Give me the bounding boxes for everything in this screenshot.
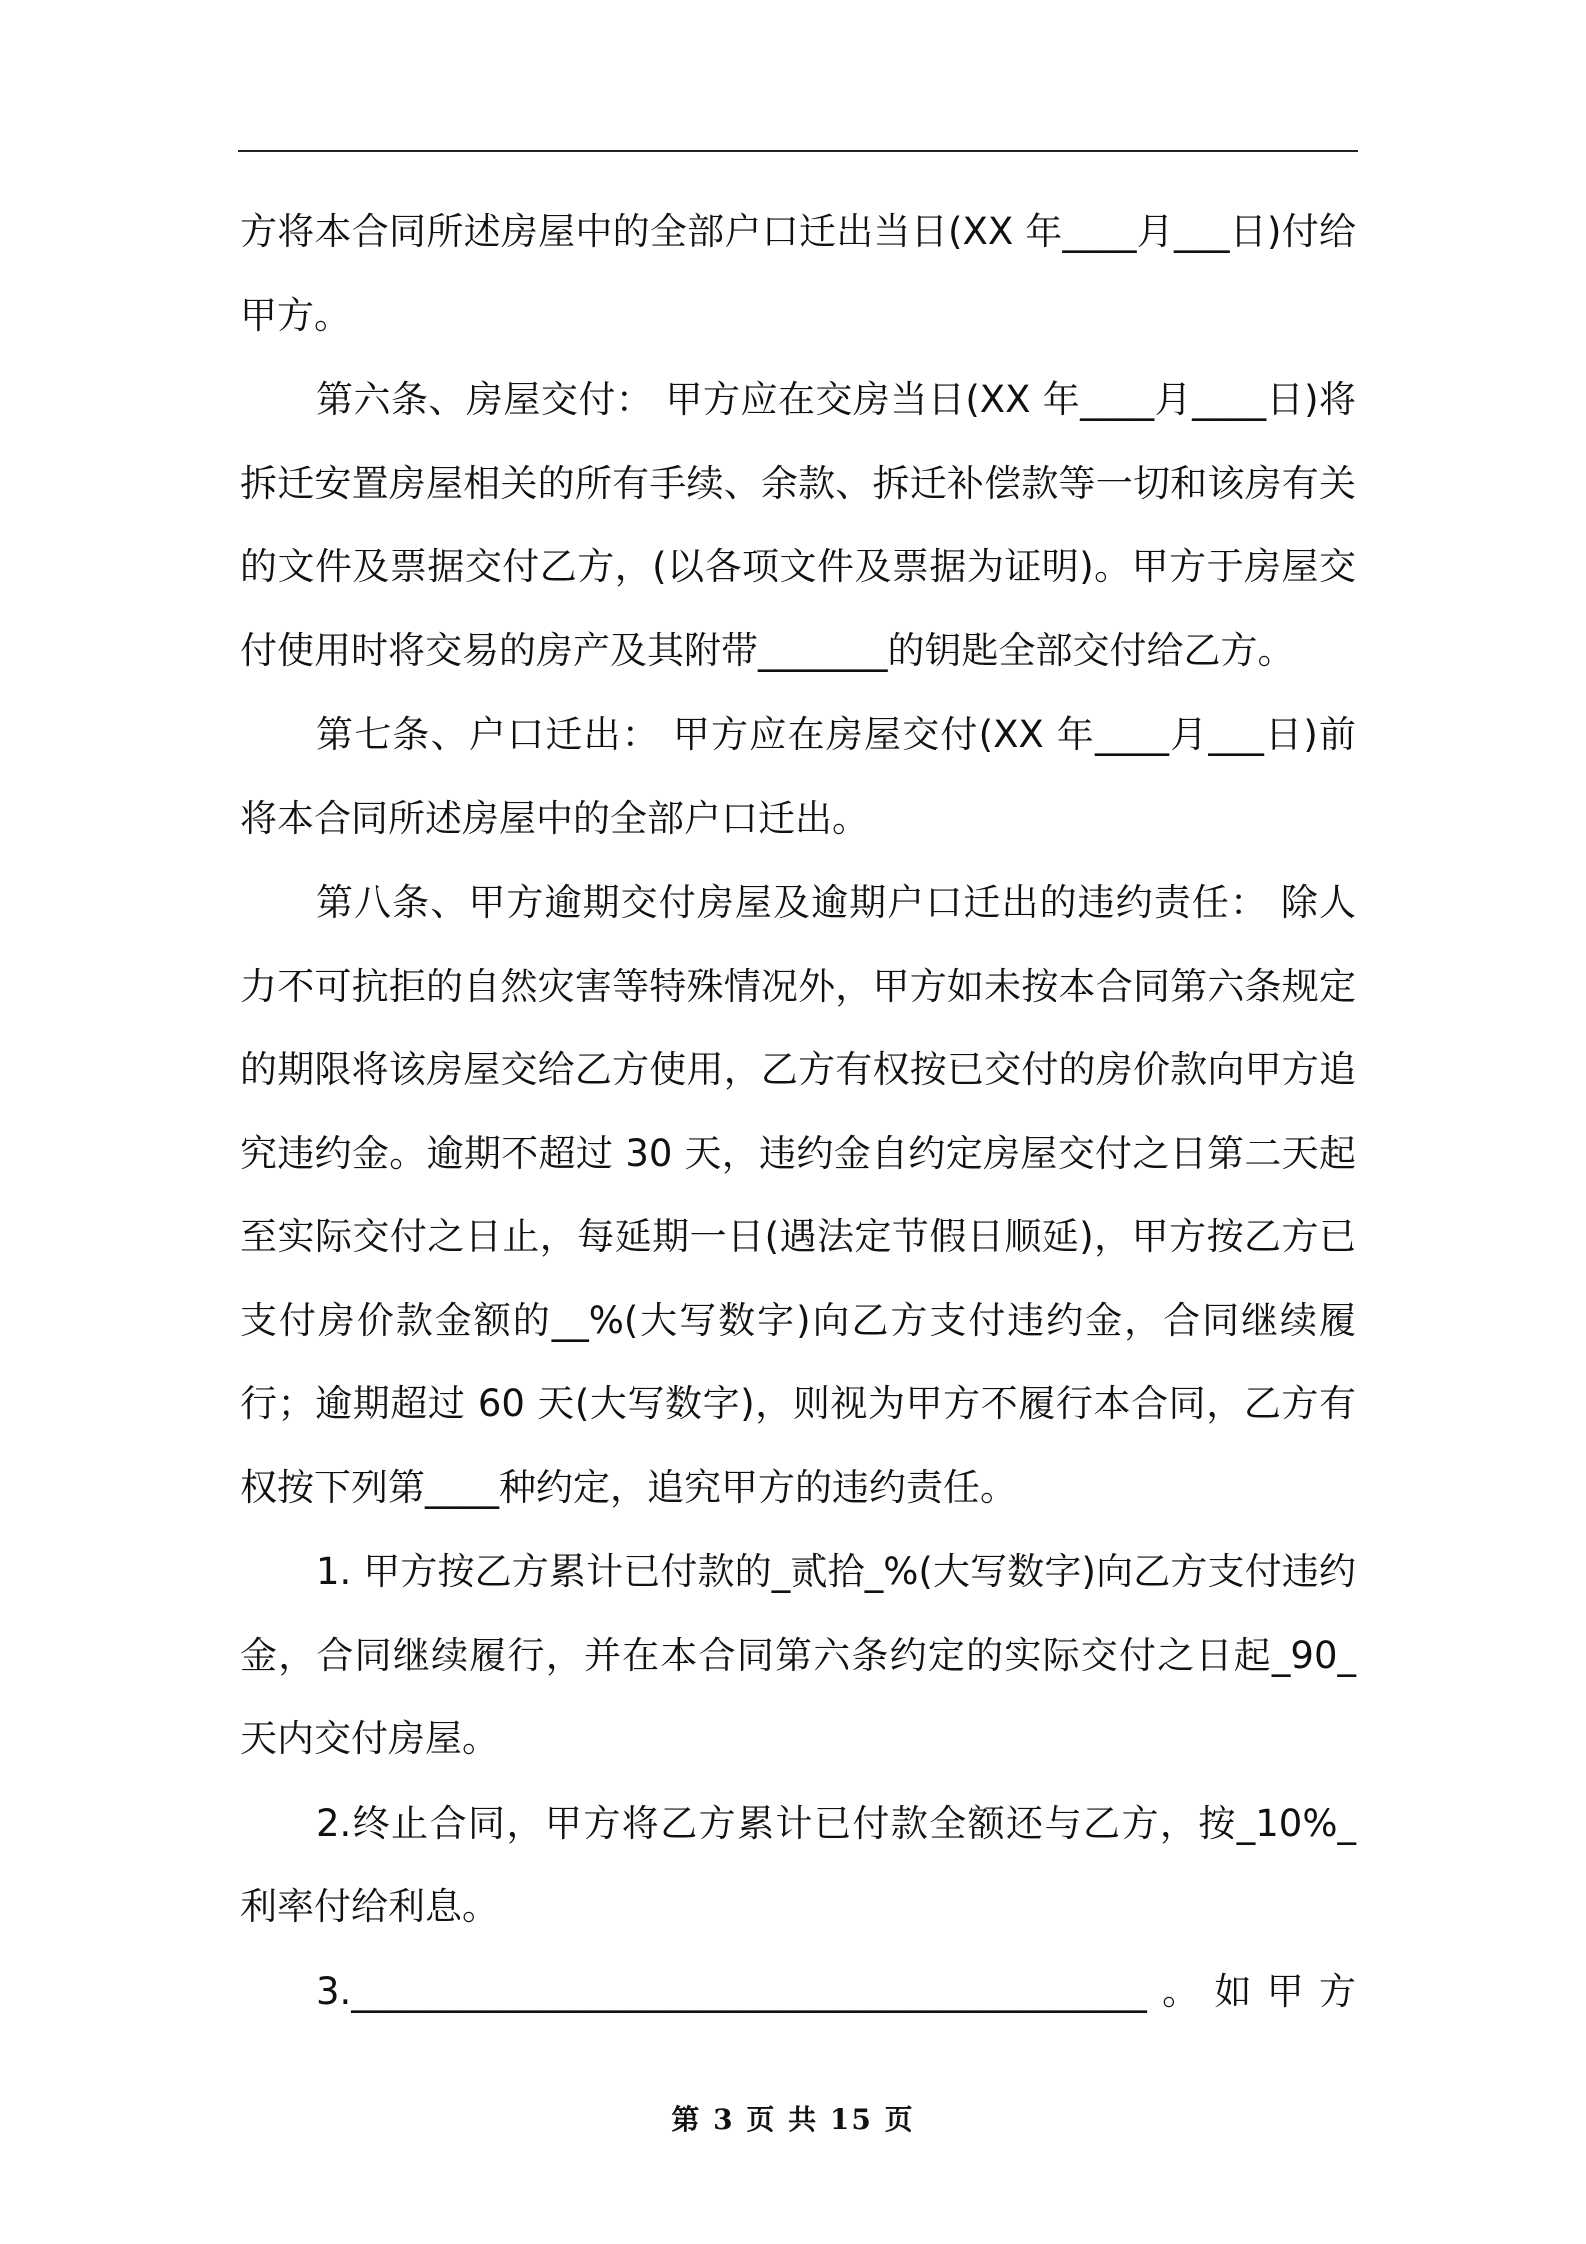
paragraph-item-2: 2.终止合同，甲方将乙方累计已付款全额还与乙方，按_10%_利率付给利息。 [240,1801,1356,1928]
paragraph-item-1: 1. 甲方按乙方累计已付款的_贰拾_%(大写数字)向乙方支付违约金，合同继续履行，并在本合同第六条约定的实际交付之日起_90_天内交付房屋。 [240,1550,1356,1760]
paragraph-article-7: 第七条、户口迁出： 甲方应在房屋交付(XX 年____月___日)前将本合同所述房屋中的全部户口迁出。 [240,713,1356,840]
page-number-label: 第 3 页 共 15 页 [671,2103,915,2136]
header-rule [238,150,1358,152]
document-body [240,190,1356,2034]
paragraph-item-3: 3.___________________________________________。如甲方 [316,1969,1356,2013]
paragraph-continuation: 方将本合同所述房屋中的全部户口迁出当日(XX 年____月___日)付给甲方。 [240,210,1356,337]
paragraph-article-8: 第八条、甲方逾期交付房屋及逾期户口迁出的违约责任： 除人力不可抗拒的自然灾害等特殊情况外，甲方如未按本合同第六条规定的期限将该房屋交给乙方使用，乙方有权按已交付的房价款向甲方追究违约金。逾期不超过 30 天，违约金自约定房屋交付之日第二天起至实际交付之日止，每延期一日(遇法定节假日顺延)，甲方按乙方已支付房价款金额的__%(大写数字)向乙方支付违约金，合同继续履行；逾期超过 60 天(大写数字)，则视为甲方不履行本合同，乙方有权按下列第____种约定，追究甲方的违约责任。 [240,881,1356,1509]
paragraph-article-6: 第六条、房屋交付： 甲方应在交房当日(XX 年____月____日)将拆迁安置房屋相关的所有手续、余款、拆迁补偿款等一切和该房有关的文件及票据交付乙方，(以各项文件及票据为证明)。甲方于房屋交付使用时将交易的房产及其附带_______的钥匙全部交付给乙方。 [240,378,1356,672]
page-footer [0,2098,1586,2138]
